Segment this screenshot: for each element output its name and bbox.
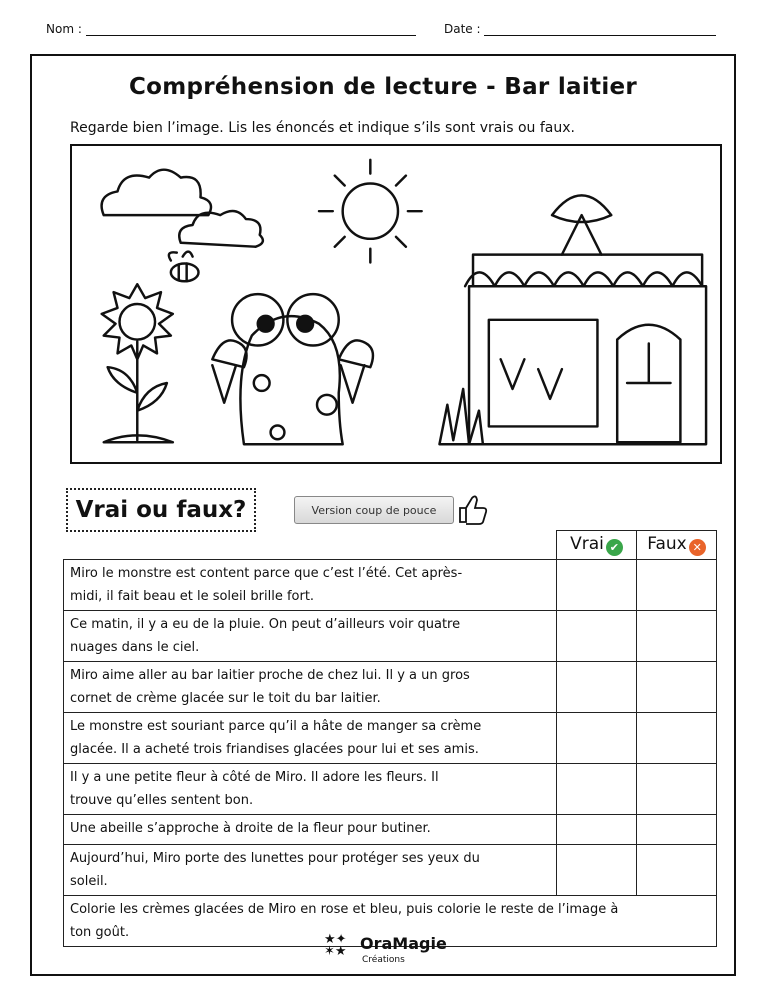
instructions: Regarde bien l’image. Lis les énoncés et indique s’ils sont vrais ou faux. bbox=[70, 120, 575, 136]
nom-field[interactable] bbox=[46, 22, 416, 36]
faux-answer-cell[interactable] bbox=[637, 662, 717, 713]
statement-cell bbox=[64, 815, 557, 845]
thumbs-up-icon bbox=[456, 492, 488, 526]
faux-answer-cell[interactable] bbox=[637, 845, 717, 896]
vrai-answer-cell[interactable] bbox=[557, 560, 637, 611]
statement-cell bbox=[64, 662, 557, 713]
cross-circle-icon: ✕ bbox=[689, 539, 706, 556]
nom-line bbox=[86, 23, 416, 36]
logo-brand: OraMagie bbox=[360, 934, 447, 953]
statement-line: Ce matin, il y a eu de la pluie. On peut d’ailleurs voir quatre bbox=[70, 617, 461, 632]
vrai-answer-cell[interactable] bbox=[557, 845, 637, 896]
vrai-answer-cell[interactable] bbox=[557, 713, 637, 764]
true-false-table bbox=[63, 530, 717, 947]
faux-answer-cell[interactable] bbox=[637, 611, 717, 662]
faux-answer-cell[interactable] bbox=[637, 560, 717, 611]
date-label: Date : bbox=[444, 22, 481, 36]
table-row bbox=[64, 662, 717, 713]
faux-answer-cell[interactable] bbox=[637, 713, 717, 764]
column-header-vrai bbox=[557, 531, 637, 560]
statement-line: Une abeille s’approche à droite de la fleur pour butiner. bbox=[70, 821, 431, 836]
nom-label: Nom : bbox=[46, 22, 82, 36]
statement-cell bbox=[64, 764, 557, 815]
statement-line: trouve qu’elles sentent bon. bbox=[70, 793, 254, 808]
final-instruction-line: Colorie les crèmes glacées de Miro en rose et bleu, puis colorie le reste de l’image à bbox=[70, 902, 619, 917]
statement-line: midi, il fait beau et le soleil brille fort. bbox=[70, 589, 315, 604]
statement-line: cornet de crème glacée sur le toit du bar laitier. bbox=[70, 691, 381, 706]
table-row bbox=[64, 560, 717, 611]
statement-line: Aujourd’hui, Miro porte des lunettes pour protéger ses yeux du bbox=[70, 851, 480, 866]
oramagie-logo bbox=[324, 932, 464, 972]
page-title: Compréhension de lecture - Bar laitier bbox=[128, 74, 638, 100]
monster-icon bbox=[212, 294, 373, 444]
faux-answer-cell[interactable] bbox=[637, 764, 717, 815]
version-coup-de-pouce-button[interactable]: Version coup de pouce bbox=[294, 496, 454, 524]
cloud-icon bbox=[179, 211, 263, 247]
table-row bbox=[64, 815, 717, 845]
statement-line: glacée. Il a acheté trois friandises glacées pour lui et ses amis. bbox=[70, 742, 479, 757]
vrai-label: Vrai bbox=[570, 534, 604, 554]
table-row bbox=[64, 845, 717, 896]
vrai-answer-cell[interactable] bbox=[557, 764, 637, 815]
stars-icon: ★✦ ✶★ bbox=[324, 932, 347, 959]
table-row bbox=[64, 713, 717, 764]
statement-cell bbox=[64, 713, 557, 764]
faux-answer-cell[interactable] bbox=[637, 815, 717, 845]
coloring-illustration bbox=[72, 146, 720, 462]
section-title: Vrai ou faux? bbox=[66, 488, 256, 532]
table-row bbox=[64, 764, 717, 815]
vrai-answer-cell[interactable] bbox=[557, 815, 637, 845]
statement-line: nuages dans le ciel. bbox=[70, 640, 200, 655]
logo-subtitle: Créations bbox=[362, 955, 405, 965]
bee-icon bbox=[169, 252, 199, 282]
cloud-icon bbox=[102, 170, 211, 215]
statement-cell bbox=[64, 611, 557, 662]
final-instruction-line: ton goût. bbox=[70, 925, 130, 940]
sun-icon bbox=[319, 160, 422, 263]
table-header-row bbox=[64, 531, 717, 560]
grass-icon bbox=[439, 389, 482, 444]
ice-cream-shop-icon bbox=[465, 195, 706, 444]
table-row bbox=[64, 611, 717, 662]
check-circle-icon: ✔ bbox=[606, 539, 623, 556]
header-blank-cell bbox=[64, 531, 557, 560]
header-line bbox=[46, 22, 726, 42]
statement-cell bbox=[64, 560, 557, 611]
vrai-answer-cell[interactable] bbox=[557, 662, 637, 713]
column-header-faux bbox=[637, 531, 717, 560]
statement-cell bbox=[64, 845, 557, 896]
coloring-picture bbox=[70, 144, 722, 464]
date-line bbox=[484, 23, 716, 36]
statement-line: Miro aime aller au bar laitier proche de chez lui. Il y a un gros bbox=[70, 668, 470, 683]
date-field[interactable] bbox=[444, 22, 716, 36]
sunflower-icon bbox=[102, 284, 173, 442]
statement-line: soleil. bbox=[70, 874, 108, 889]
faux-label: Faux bbox=[647, 534, 687, 554]
worksheet-frame bbox=[30, 54, 736, 976]
statement-line: Le monstre est souriant parce qu’il a hâte de manger sa crème bbox=[70, 719, 482, 734]
statement-line: Il y a une petite fleur à côté de Miro. Il adore les fleurs. Il bbox=[70, 770, 439, 785]
statement-line: Miro le monstre est content parce que c’est l’été. Cet après- bbox=[70, 566, 463, 581]
vrai-answer-cell[interactable] bbox=[557, 611, 637, 662]
